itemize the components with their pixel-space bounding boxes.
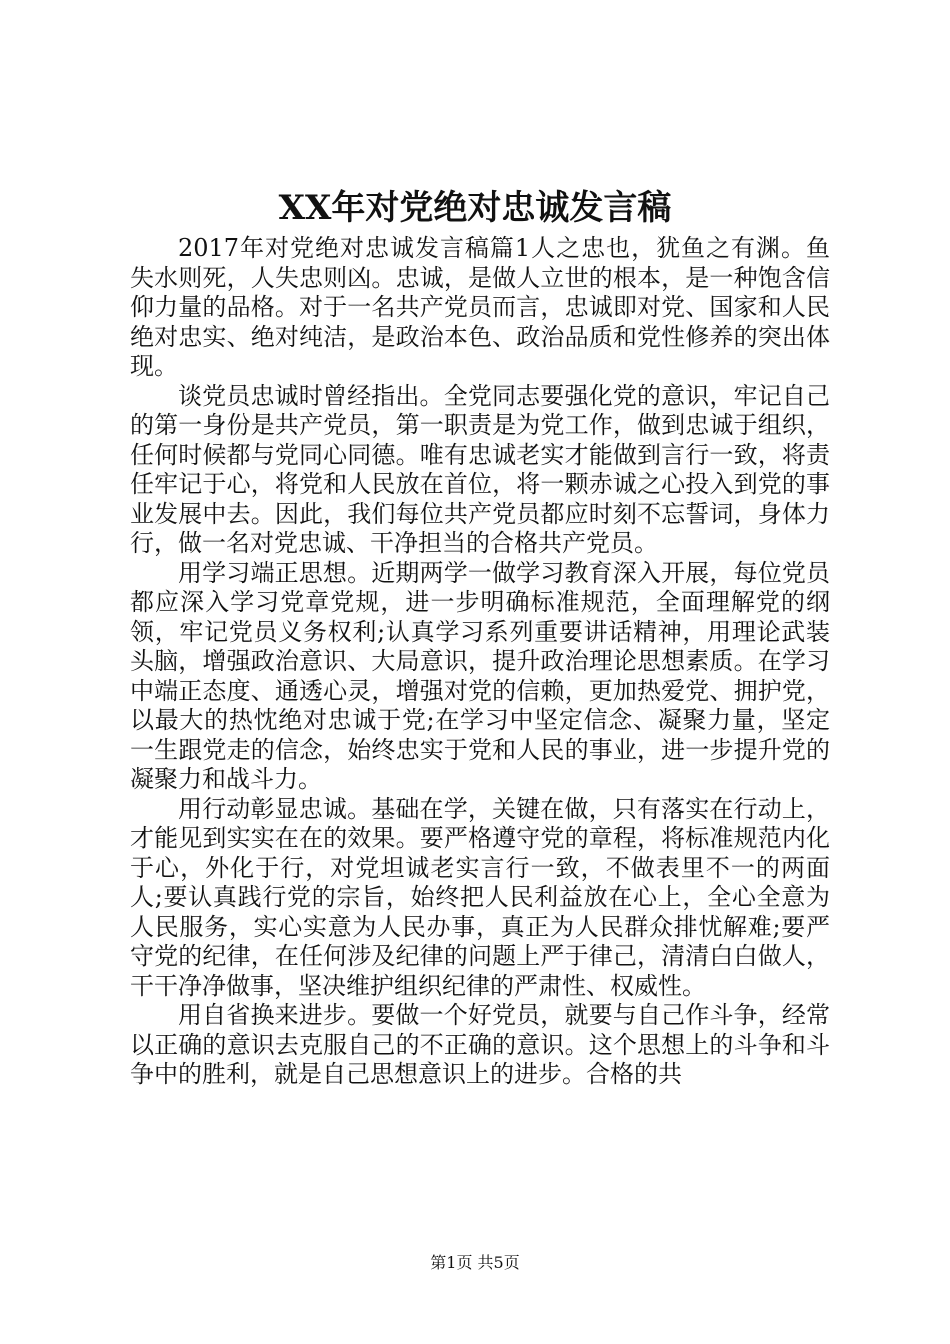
paragraph: 用行动彰显忠诚。基础在学，关键在做，只有落实在行动上，才能见到实实在在的效果。要严格遵守党的章程，将标准规范内化于心，外化于行，对党坦诚老实言行一致，不做表里不一的两面人;要认真践行党的宗旨，始终把人民利益放在心上，全心全意为人民服务，实心实意为人民办事，真正为人民群众排忧解难;要严守党的纪律，在任何涉及纪律的问题上严于律己，清清白白做人，干干净净做事，坚决维护组织纪律的严肃性、权威性。 (130, 794, 830, 1000)
document-body (130, 234, 830, 1090)
paragraph: 2017年对党绝对忠诚发言稿篇1人之忠也，犹鱼之有渊。鱼失水则死，人失忠则凶。忠诚，是做人立世的根本，是一种饱含信仰力量的品格。对于一名共产党员而言，忠诚即对党、国家和人民绝对忠实、绝对纯洁，是政治本色、政治品质和党性修养的突出体现。 (130, 234, 830, 380)
paragraph: 用自省换来进步。要做一个好党员，就要与自己作斗争，经常以正确的意识去克服自己的不正确的意识。这个思想上的斗争和斗争中的胜利，就是自己思想意识上的进步。合格的共 (130, 1001, 830, 1088)
paragraph: 用学习端正思想。近期两学一做学习教育深入开展，每位党员都应深入学习党章党规，进一步明确标准规范，全面理解党的纲领，牢记党员义务权利;认真学习系列重要讲话精神，用理论武装头脑，增强政治意识、大局意识，提升政治理论思想素质。在学习中端正态度、通透心灵，增强对党的信赖，更加热爱党、拥护党，以最大的热忱绝对忠诚于党;在学习中坚定信念、凝聚力量，坚定一生跟党走的信念，始终忠实于党和人民的事业，进一步提升党的凝聚力和战斗力。 (130, 558, 830, 793)
document-title: XX年对党绝对忠诚发言稿 (278, 188, 672, 228)
paragraph: 谈党员忠诚时曾经指出。全党同志要强化党的意识，牢记自己的第一身份是共产党员，第一职责是为党工作，做到忠诚于组织，任何时候都与党同心同德。唯有忠诚老实才能做到言行一致，将责任牢记于心，将党和人民放在首位，将一颗赤诚之心投入到党的事业发展中去。因此，我们每位共产党员都应时刻不忘誓词，身体力行，做一名对党忠诚、干净担当的合格共产党员。 (130, 381, 830, 557)
page-number-footer: 第1页 共5页 (430, 1253, 520, 1272)
